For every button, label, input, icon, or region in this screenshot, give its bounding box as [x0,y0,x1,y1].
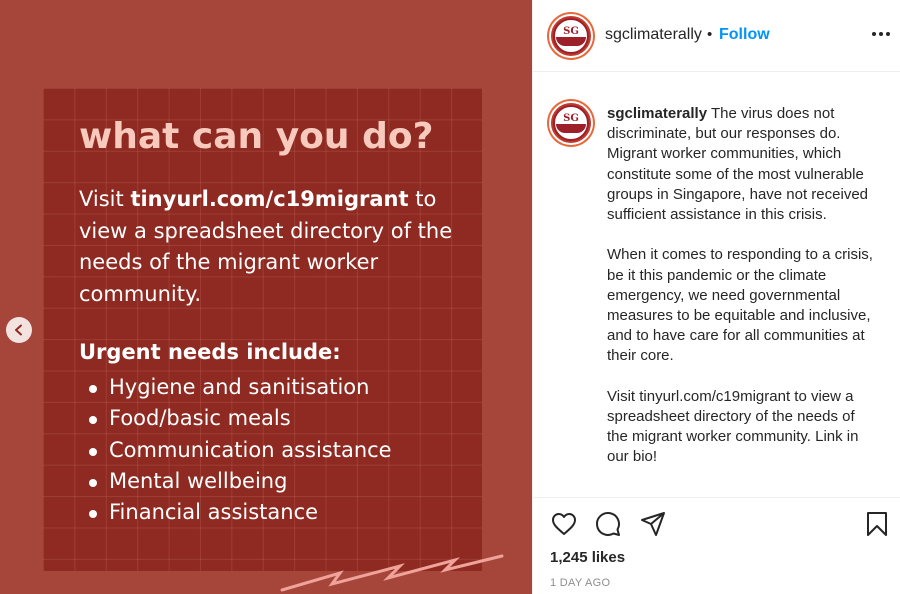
more-horizontal-icon [871,31,891,37]
caption-paragraph: Visit tinyurl.com/c19migrant to view a spreadsheet directory of the needs of the migrant worker community. Link in our bio! [607,387,859,466]
separator-dot: • [707,26,713,43]
post-timestamp[interactable]: 1 DAY AGO [550,577,611,589]
card-intro [79,184,469,310]
follow-button[interactable]: Follow [719,26,770,43]
need-label: Mental wellbeing [109,468,288,493]
need-item [89,497,392,528]
need-label: Financial assistance [109,500,319,525]
card-title: what can you do? [79,116,434,157]
need-item [89,435,392,466]
avatar[interactable] [549,14,593,58]
share-icon[interactable] [639,510,667,538]
need-label: Hygiene and sanitisation [109,375,370,399]
need-label: Food/basic meals [109,406,291,431]
bullet-icon [89,416,97,424]
header-username[interactable]: sgclimaterally [605,26,702,43]
need-label: Communication assistance [109,437,392,462]
intro-prefix: Visit [79,187,131,211]
avatar-logo: SG [553,105,589,141]
bullet-icon [89,510,97,518]
more-options-button[interactable] [869,22,893,46]
caption-avatar[interactable] [549,101,593,145]
intro-link: tinyurl.com/c19migrant [130,187,409,211]
actions-bar [533,497,900,594]
info-card [43,88,482,571]
bullet-icon [89,479,97,487]
caption-paragraph: When it comes to responding to a crisis, be it this pandemic or the climate emergency, we need governmental measures to be equitable and inclusive, and to have care for all communities at their core. [607,246,873,365]
need-item [89,466,392,497]
caption-paragraph: sgclimaterally The virus does not discriminate, but our responses do. Migrant worker communities, which constitute some of the most vulnerable groups in Singapore, have not received sufficient assistance in this crisis. [607,105,869,224]
caption-username[interactable]: sgclimaterally [607,105,708,122]
intro-suffix: to view a spreadsheet directory of the needs of the migrant worker community. [79,187,453,306]
needs-list [89,372,392,528]
post-header [533,0,900,72]
chevron-left-icon [13,324,25,336]
caption-area [533,73,900,497]
heart-icon[interactable] [550,510,578,538]
bullet-icon [89,385,97,393]
avatar-logo: SG [553,18,589,54]
post-panel [532,0,900,594]
squiggle-decoration [280,548,505,594]
bullet-icon [89,448,97,456]
need-item [89,372,392,403]
comment-icon[interactable] [594,510,622,538]
previous-slide-button[interactable] [6,317,32,343]
needs-heading: Urgent needs include: [79,340,341,364]
likes-count[interactable]: 1,245 likes [550,549,626,566]
caption-text [607,104,879,488]
need-item [89,403,392,434]
bookmark-icon[interactable] [863,510,891,538]
